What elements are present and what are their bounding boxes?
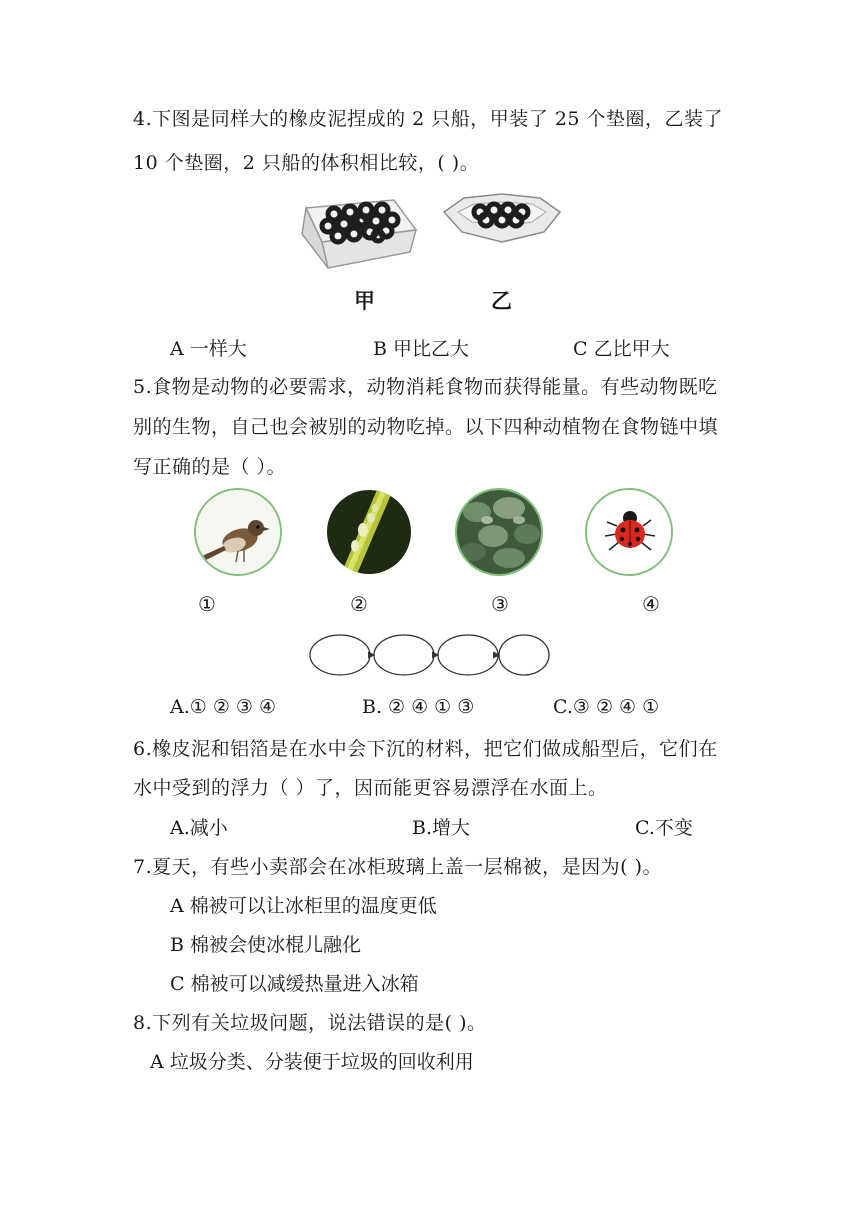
q6-option-a[interactable]: A.减小	[170, 817, 228, 839]
q5-line-2: 别的生物，自己也会被别的动物吃掉。以下四种动植物在食物链中填	[133, 416, 719, 438]
sparrow-photo	[194, 488, 282, 576]
q4-option-a[interactable]: A 一样大	[170, 338, 247, 360]
q4-line-1: 4.下图是同样大的橡皮泥捏成的 2 只船，甲装了 25 个垫圈，乙装了	[133, 108, 724, 130]
q6-option-c[interactable]: C.不变	[635, 817, 693, 839]
q4-option-c[interactable]: C 乙比甲大	[573, 338, 670, 360]
food-chain-slot-2	[374, 635, 434, 675]
q6-line-2: 水中受到的浮力（ ）了，因而能更容易漂浮在水面上。	[133, 777, 608, 799]
q5-option-c[interactable]: C.③ ② ④ ①	[553, 696, 660, 718]
q4-option-b[interactable]: B 甲比乙大	[373, 338, 470, 360]
ladybug-photo	[585, 488, 673, 576]
boat-jia-illustration	[298, 190, 428, 278]
q5-option-a[interactable]: A.① ② ③ ④	[170, 696, 277, 718]
food-chain-slot-4	[499, 635, 549, 675]
q8-line-1: 8.下列有关垃圾问题，说法错误的是( )。	[133, 1012, 487, 1034]
item-number-4: ④	[642, 592, 660, 616]
q4-line-2: 10 个垫圈，2 只船的体积相比较，( )。	[133, 152, 480, 174]
q7-option-c[interactable]: C 棉被可以减缓热量进入冰箱	[170, 973, 419, 995]
item-number-2: ②	[350, 592, 368, 616]
aphid-on-stem-photo	[325, 488, 413, 576]
q8-option-a[interactable]: A 垃圾分类、分装便于垃圾的回收利用	[150, 1051, 474, 1073]
boat-label-jia: 甲	[354, 289, 375, 313]
boat-yi-illustration	[440, 190, 564, 250]
q5-line-1: 5.食物是动物的必要需求，动物消耗食物而获得能量。有些动物既吃	[133, 376, 718, 398]
boat-label-yi: 乙	[491, 289, 512, 313]
food-chain-diagram	[308, 632, 552, 678]
q7-line-1: 7.夏天，有些小卖部会在冰柜玻璃上盖一层棉被，是因为( )。	[133, 856, 662, 878]
q5-option-b[interactable]: B. ② ④ ① ③	[362, 696, 475, 718]
q7-option-a[interactable]: A 棉被可以让冰柜里的温度更低	[170, 895, 437, 917]
food-chain-slot-3	[438, 635, 498, 675]
q6-option-b[interactable]: B.增大	[412, 817, 471, 839]
q7-option-b[interactable]: B 棉被会使冰棍儿融化	[170, 934, 362, 956]
item-number-3: ③	[491, 592, 509, 616]
plants-photo	[455, 488, 543, 576]
item-number-1: ①	[198, 592, 216, 616]
q6-line-1: 6.橡皮泥和铝箔是在水中会下沉的材料，把它们做成船型后，它们在	[133, 738, 718, 760]
q5-line-3: 写正确的是（ ）。	[133, 456, 287, 478]
food-chain-slot-1	[310, 635, 370, 675]
